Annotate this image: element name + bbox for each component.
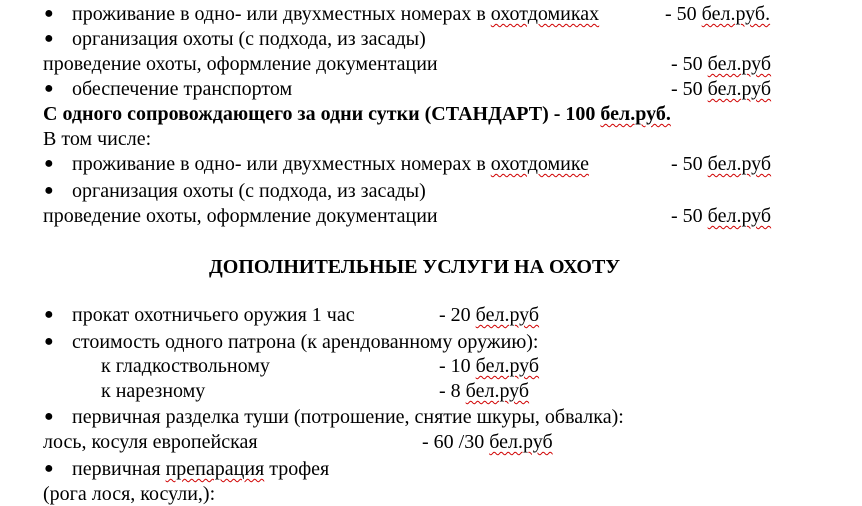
section-heading: ДОПОЛНИТЕЛЬНЫЕ УСЛУГИ НА ОХОТУ [209,256,621,278]
service-item-price: - 60 /30 бел.руб [422,431,553,453]
service-item-price: - 50 бел.руб [671,53,772,75]
service-item-price: - 50 бел.руб. [665,3,771,25]
service-subitem-text: к гладкоствольному [101,355,270,377]
bullet-icon: ● [44,155,54,172]
bullet-icon: ● [44,182,54,199]
service-item-price: - 20 бел.руб [439,304,540,326]
service-item-text: организация охоты (с подхода, из засады) [72,28,426,50]
service-item-price: - 50 бел.руб [671,205,772,227]
service-item-text: стоимость одного патрона (к арендованному оружию): [72,331,539,353]
bullet-icon: ● [44,333,54,350]
service-item-text: прокат охотничьего оружия 1 час [72,304,355,326]
service-item-text: проживание в одно- или двухместных номерах в охотдомике [72,153,589,175]
service-item-price: - 8 бел.руб [439,380,530,402]
bullet-icon: ● [44,306,54,323]
service-item-text: первичная препарация трофея [72,458,330,480]
bullet-icon: ● [44,80,54,97]
service-item-text: организация охоты (с подхода, из засады) [72,180,426,202]
service-item-text: проведение охоты, оформление документации [43,53,438,75]
service-item-text: проведение охоты, оформление документации [43,205,438,227]
including-label: В том числе: [43,128,152,150]
service-subitem-text: к нарезному [101,380,206,402]
bullet-icon: ● [44,5,54,22]
service-item-text: (рога лося, косули,): [43,483,216,505]
service-item-text: лось, косуля европейская [43,431,258,453]
bullet-icon: ● [44,30,54,47]
bullet-icon: ● [44,408,54,425]
bullet-icon: ● [44,460,54,477]
service-item-price: - 10 бел.руб [439,355,540,377]
service-item-text: первичная разделка туши (потрошение, снятие шкуры, обвалка): [72,406,624,428]
service-item-price: - 50 бел.руб [671,78,772,100]
service-item-text: обеспечение транспортом [72,78,293,100]
service-item-text: проживание в одно- или двухместных номерах в охотдомиках [72,3,600,25]
standard-package-title: С одного сопровождающего за одни сутки (СТАНДАРТ) - 100 бел.руб. [43,103,671,125]
service-item-price: - 50 бел.руб [671,153,772,175]
